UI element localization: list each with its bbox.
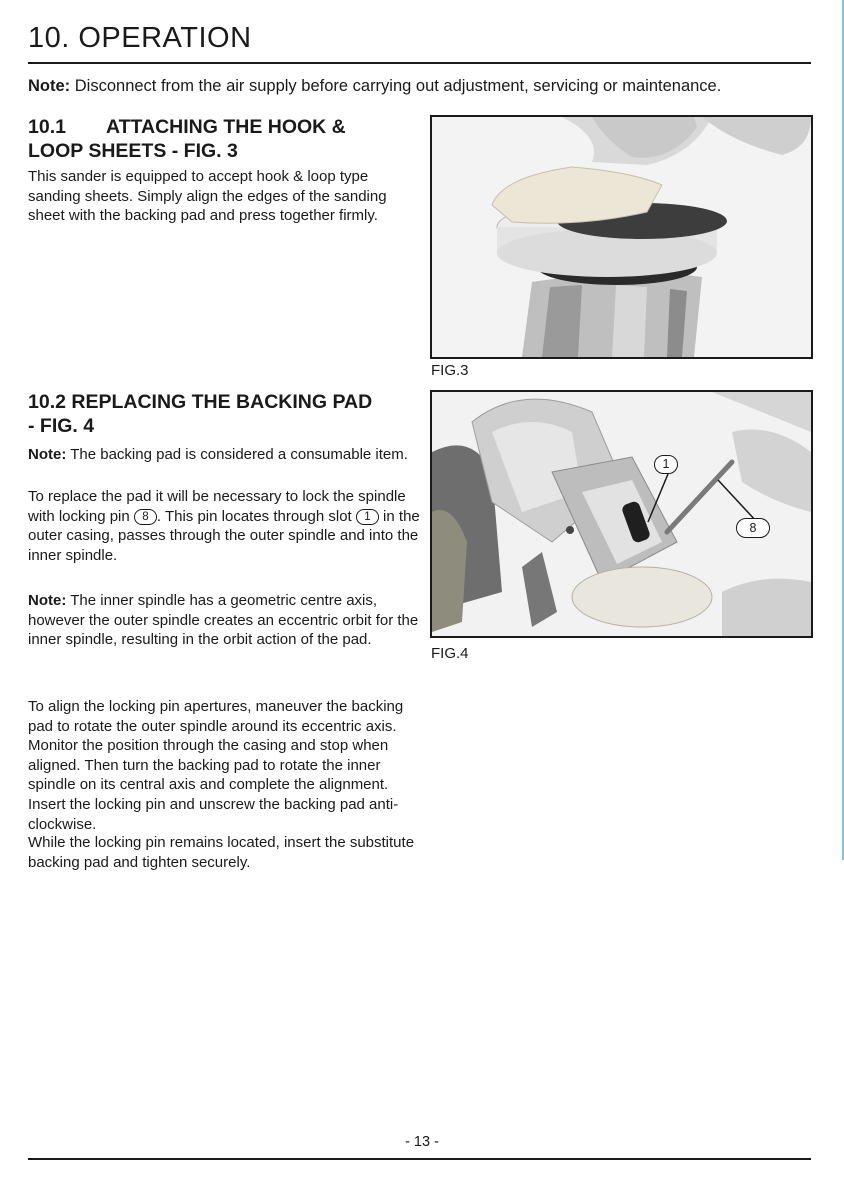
fig4-sander-illustration <box>432 392 811 636</box>
pin-8-marker: 8 <box>134 509 157 525</box>
section-title-line1: 10.2 REPLACING THE BACKING PAD <box>28 391 373 413</box>
note-text: The inner spindle has a geometric centre axis, however the outer spindle creates an eccentric orbit for the inner spindle, resulting in the orbit action of the pad. <box>28 592 419 649</box>
section-10-1-heading <box>28 115 346 163</box>
tighten-paragraph: While the locking pin remains located, insert the substitute backing pad and tighten securely. <box>28 834 415 871</box>
note-label: Note: <box>28 592 67 609</box>
footer-rule <box>28 1158 811 1160</box>
section-10-1-body: This sander is equipped to accept hook & loop type sanding sheets. Simply align the edges of the sanding sheet with the backing pad and press together firmly. <box>28 168 387 225</box>
page-number: - 13 - <box>405 1134 439 1150</box>
callout-slot-1: 1 <box>654 455 678 474</box>
fig4-caption: FIG.4 <box>431 645 469 662</box>
note-label: Note: <box>28 77 71 95</box>
header-rule <box>28 62 811 64</box>
fig3-caption: FIG.3 <box>431 362 469 379</box>
section-title-line2: - FIG. 4 <box>28 415 95 437</box>
note-label: Note: <box>28 446 67 463</box>
paragraph-text: . This pin locates through slot <box>156 507 356 525</box>
section-title-line2: LOOP SHEETS - FIG. 3 <box>28 140 238 162</box>
section-number: 10.1 <box>28 116 66 138</box>
backing-pad-note <box>28 445 420 465</box>
note-text: The backing pad is considered a consumable item. <box>66 446 408 463</box>
fig4-photo <box>430 390 813 638</box>
spindle-note <box>28 591 420 650</box>
top-note <box>28 77 721 96</box>
paragraph-text: in the outer casing, passes through the outer spindle and into the inner spindle. <box>28 507 420 564</box>
callout-pin-8: 8 <box>736 518 770 538</box>
align-pin-paragraph: To align the locking pin apertures, maneuver the backing pad to rotate the outer spindle around its eccentric axis. Monitor the position through the casing and stop when aligned. Then turn the backing pad to rotate the inner spindle on its central axis and complete the alignment. Insert the locking pin and unscrew the backing pad anti-clockwise. <box>28 698 404 833</box>
section-10-2-heading <box>28 390 372 438</box>
fig3-photo <box>430 115 813 359</box>
fig3-sander-illustration <box>432 117 811 357</box>
paragraph-text: To replace the pad it will be necessary to lock the spindle with locking pin <box>28 488 406 525</box>
slot-1-marker: 1 <box>356 509 379 525</box>
section-title-line1: ATTACHING THE HOOK & <box>106 116 346 138</box>
replace-pad-paragraph <box>28 487 420 565</box>
note-text: Disconnect from the air supply before carrying out adjustment, servicing or maintenance. <box>70 77 722 95</box>
chapter-title: 10. OPERATION <box>28 22 252 54</box>
